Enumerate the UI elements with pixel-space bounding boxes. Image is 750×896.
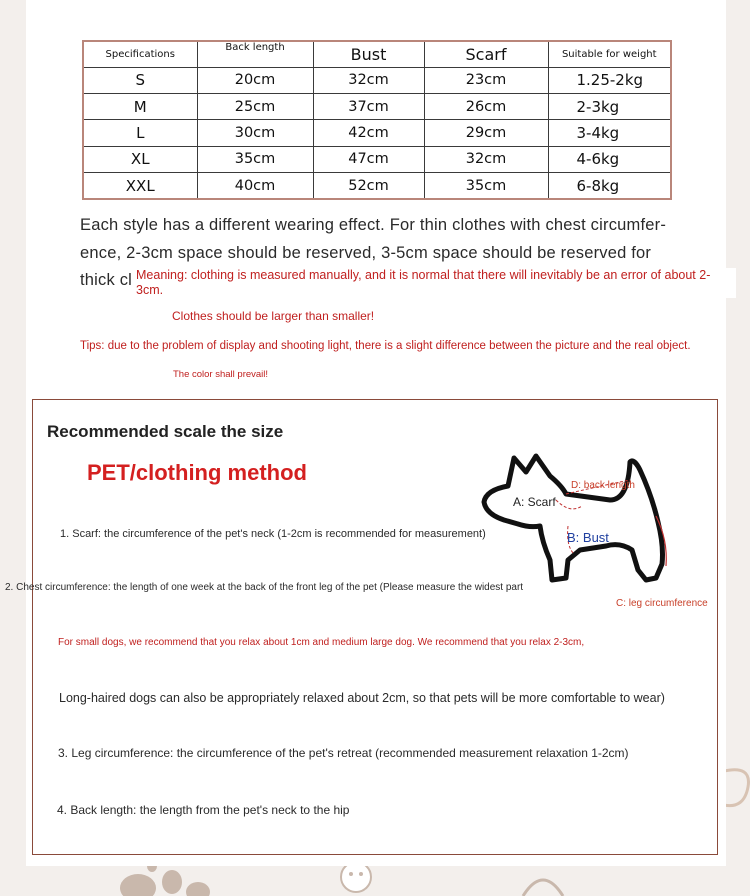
back-length-cell: 40cm bbox=[197, 173, 313, 199]
header-bust: Bust bbox=[313, 41, 424, 67]
bust-cell: 42cm bbox=[313, 120, 424, 146]
size-cell: S bbox=[83, 67, 197, 93]
guide-heading: Recommended scale the size bbox=[47, 422, 284, 441]
bust-cell: 32cm bbox=[313, 67, 424, 93]
weight-cell: 6-8kg bbox=[548, 173, 671, 199]
scarf-cell: 35cm bbox=[424, 173, 548, 199]
wearing-effect-note: Each style has a different wearing effect. For thin clothes with chest circumfer-ence, 2-3cm space should be reserved, 3-5cm space should be reserved for thick cl bbox=[80, 216, 667, 289]
table-row bbox=[83, 173, 671, 199]
table-row bbox=[83, 93, 671, 119]
size-cell: XL bbox=[83, 146, 197, 172]
color-note: The color shall prevail! bbox=[173, 369, 269, 380]
loop-decoration-icon bbox=[518, 872, 568, 896]
weight-cell: 4-6kg bbox=[548, 146, 671, 172]
bust-cell: 52cm bbox=[313, 173, 424, 199]
size-cell: XXL bbox=[83, 173, 197, 199]
size-cell: L bbox=[83, 120, 197, 146]
header-scarf: Scarf bbox=[424, 41, 548, 67]
back-length-cell: 20cm bbox=[197, 67, 313, 93]
table-row bbox=[83, 120, 671, 146]
table-row bbox=[83, 146, 671, 172]
scarf-cell: 26cm bbox=[424, 93, 548, 119]
weight-cell: 1.25-2kg bbox=[548, 67, 671, 93]
step-back-length: 4. Back length: the length from the pet's neck to the hip bbox=[57, 803, 350, 817]
back-length-cell: 35cm bbox=[197, 146, 313, 172]
step-chest: 2. Chest circumference: the length of one week at the back of the front leg of the pet (Please measure the widest part bbox=[5, 582, 524, 593]
scarf-cell: 23cm bbox=[424, 67, 548, 93]
guide-subheading: PET/clothing method bbox=[87, 460, 307, 485]
header-specifications: Specifications bbox=[83, 41, 197, 67]
step-scarf: 1. Scarf: the circumference of the pet's neck (1-2cm is recommended for measurement) bbox=[60, 528, 486, 540]
display-tips-note: Tips: due to the problem of display and shooting light, there is a slight difference between the picture and the real object. bbox=[80, 340, 691, 352]
diagram-label-leg: C: leg circumference bbox=[616, 598, 708, 609]
long-haired-note: Long-haired dogs can also be appropriately relaxed about 2cm, so that pets will be more comfortable to wear) bbox=[59, 691, 665, 705]
step-leg: 3. Leg circumference: the circumference of the pet's retreat (recommended measurement relaxation 1-2cm) bbox=[58, 746, 629, 760]
back-length-cell: 25cm bbox=[197, 93, 313, 119]
curve-decoration-icon bbox=[722, 765, 750, 811]
bust-cell: 47cm bbox=[313, 146, 424, 172]
size-cell: M bbox=[83, 93, 197, 119]
diagram-label-bust: B: Bust bbox=[567, 530, 609, 545]
bust-cell: 37cm bbox=[313, 93, 424, 119]
diagram-label-back: D: back length bbox=[571, 480, 635, 491]
table-header-row bbox=[83, 41, 671, 67]
weight-cell: 2-3kg bbox=[548, 93, 671, 119]
scarf-cell: 29cm bbox=[424, 120, 548, 146]
header-back-length: Back length bbox=[197, 41, 313, 67]
size-advice-note: Clothes should be larger than smaller! bbox=[172, 309, 375, 323]
header-weight: Suitable for weight bbox=[548, 41, 671, 67]
measurement-error-note: Meaning: clothing is measured manually, and it is normal that there will inevitably be an error of about 2-3cm. bbox=[136, 268, 736, 298]
scarf-cell: 32cm bbox=[424, 146, 548, 172]
small-dogs-note: For small dogs, we recommend that you relax about 1cm and medium large dog. We recommend that you relax 2-3cm, bbox=[58, 637, 585, 648]
table-row bbox=[83, 67, 671, 93]
back-length-cell: 30cm bbox=[197, 120, 313, 146]
diagram-label-scarf: A: Scarf bbox=[513, 495, 556, 509]
weight-cell: 3-4kg bbox=[548, 120, 671, 146]
size-chart-table bbox=[82, 40, 672, 200]
